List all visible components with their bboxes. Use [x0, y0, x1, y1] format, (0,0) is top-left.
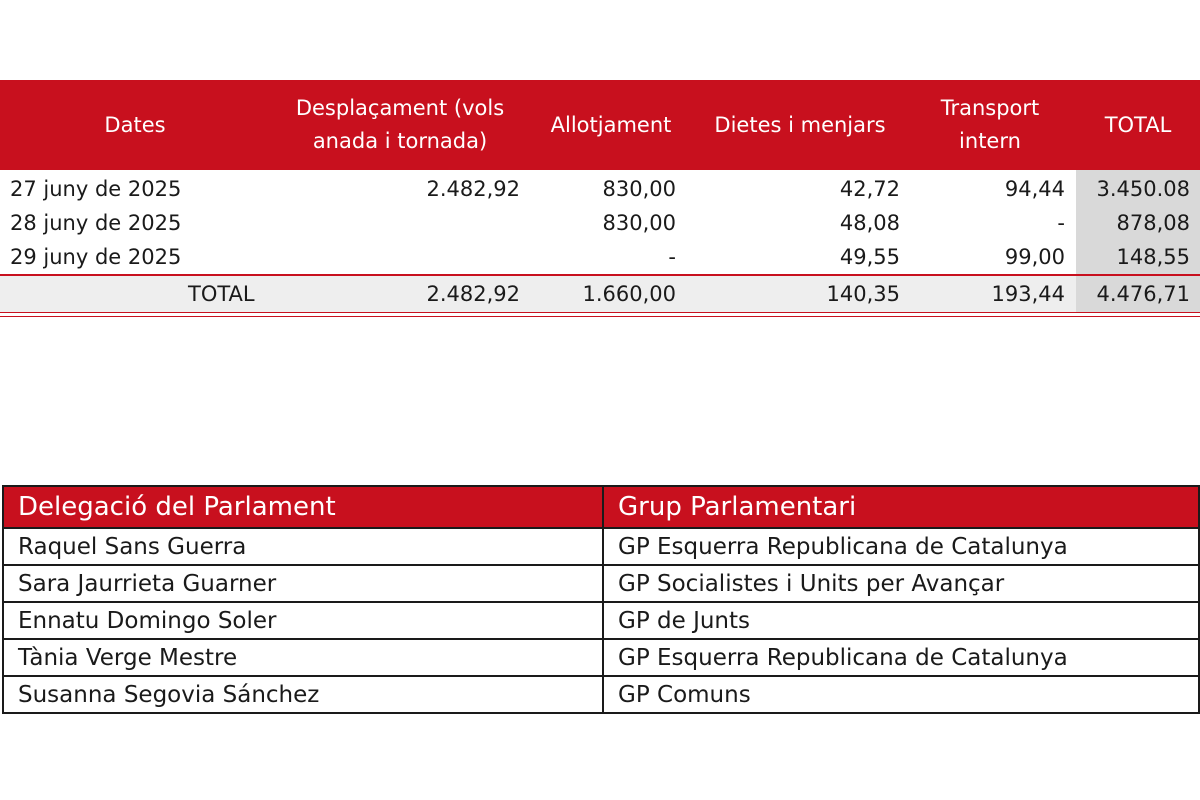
total-grand: 4.476,71: [1096, 282, 1190, 306]
member-group: GP Socialistes i Units per Avançar: [603, 565, 1199, 602]
header-allotjament: Allotjament: [550, 112, 672, 137]
total-transport: 193,44: [991, 282, 1065, 306]
table-row: [3, 528, 1199, 565]
total-label: TOTAL: [188, 282, 255, 306]
table-row: [0, 240, 1200, 274]
total-allotjament: 1.660,00: [582, 282, 676, 306]
row-date: 27 juny de 2025: [10, 177, 182, 201]
double-divider: [0, 312, 1200, 317]
delegation-table: [2, 485, 1200, 714]
member-name: Tània Verge Mestre: [3, 639, 603, 676]
row-dietes: 49,55: [839, 245, 900, 269]
header-member: Delegació del Parlament: [3, 486, 603, 528]
row-dietes: 48,08: [839, 211, 900, 235]
row-total: 148,55: [1116, 245, 1190, 269]
row-total: 878,08: [1116, 211, 1190, 235]
member-group: GP Esquerra Republicana de Catalunya: [603, 639, 1199, 676]
expenses-header-row: [0, 80, 1200, 170]
row-transport: 99,00: [1004, 245, 1065, 269]
row-dietes: 42,72: [839, 177, 900, 201]
member-name: Susanna Segovia Sánchez: [3, 676, 603, 713]
table-row: [0, 206, 1200, 240]
expenses-body: [0, 170, 1200, 274]
header-transport: Transport intern: [940, 96, 1040, 153]
header-total: TOTAL: [1104, 112, 1172, 137]
delegation-header-row: [3, 486, 1199, 528]
row-date: 29 juny de 2025: [10, 245, 182, 269]
row-transport: 94,44: [1004, 177, 1065, 201]
row-allotjament: -: [668, 245, 676, 269]
table-row: [3, 565, 1199, 602]
member-name: Ennatu Domingo Soler: [3, 602, 603, 639]
header-desplacament: Desplaçament (vols anada i tornada): [295, 96, 505, 153]
member-name: Raquel Sans Guerra: [3, 528, 603, 565]
member-group: GP Comuns: [603, 676, 1199, 713]
total-dietes: 140,35: [826, 282, 900, 306]
row-allotjament: 830,00: [602, 177, 676, 201]
member-group: GP Esquerra Republicana de Catalunya: [603, 528, 1199, 565]
total-desplacament: 2.482,92: [426, 282, 520, 306]
table-row: [3, 602, 1199, 639]
header-group: Grup Parlamentari: [603, 486, 1199, 528]
table-row: [0, 172, 1200, 206]
header-dates: Dates: [104, 112, 166, 137]
row-allotjament: 830,00: [602, 211, 676, 235]
expenses-table: [0, 80, 1200, 317]
member-group: GP de Junts: [603, 602, 1199, 639]
member-name: Sara Jaurrieta Guarner: [3, 565, 603, 602]
header-dietes: Dietes i menjars: [714, 112, 886, 137]
table-row: [3, 639, 1199, 676]
row-date: 28 juny de 2025: [10, 211, 182, 235]
row-total: 3.450.08: [1096, 177, 1190, 201]
row-desplacament: 2.482,92: [426, 177, 520, 201]
table-row: [3, 676, 1199, 713]
row-transport: -: [1057, 211, 1065, 235]
expenses-total-row: [0, 274, 1200, 312]
